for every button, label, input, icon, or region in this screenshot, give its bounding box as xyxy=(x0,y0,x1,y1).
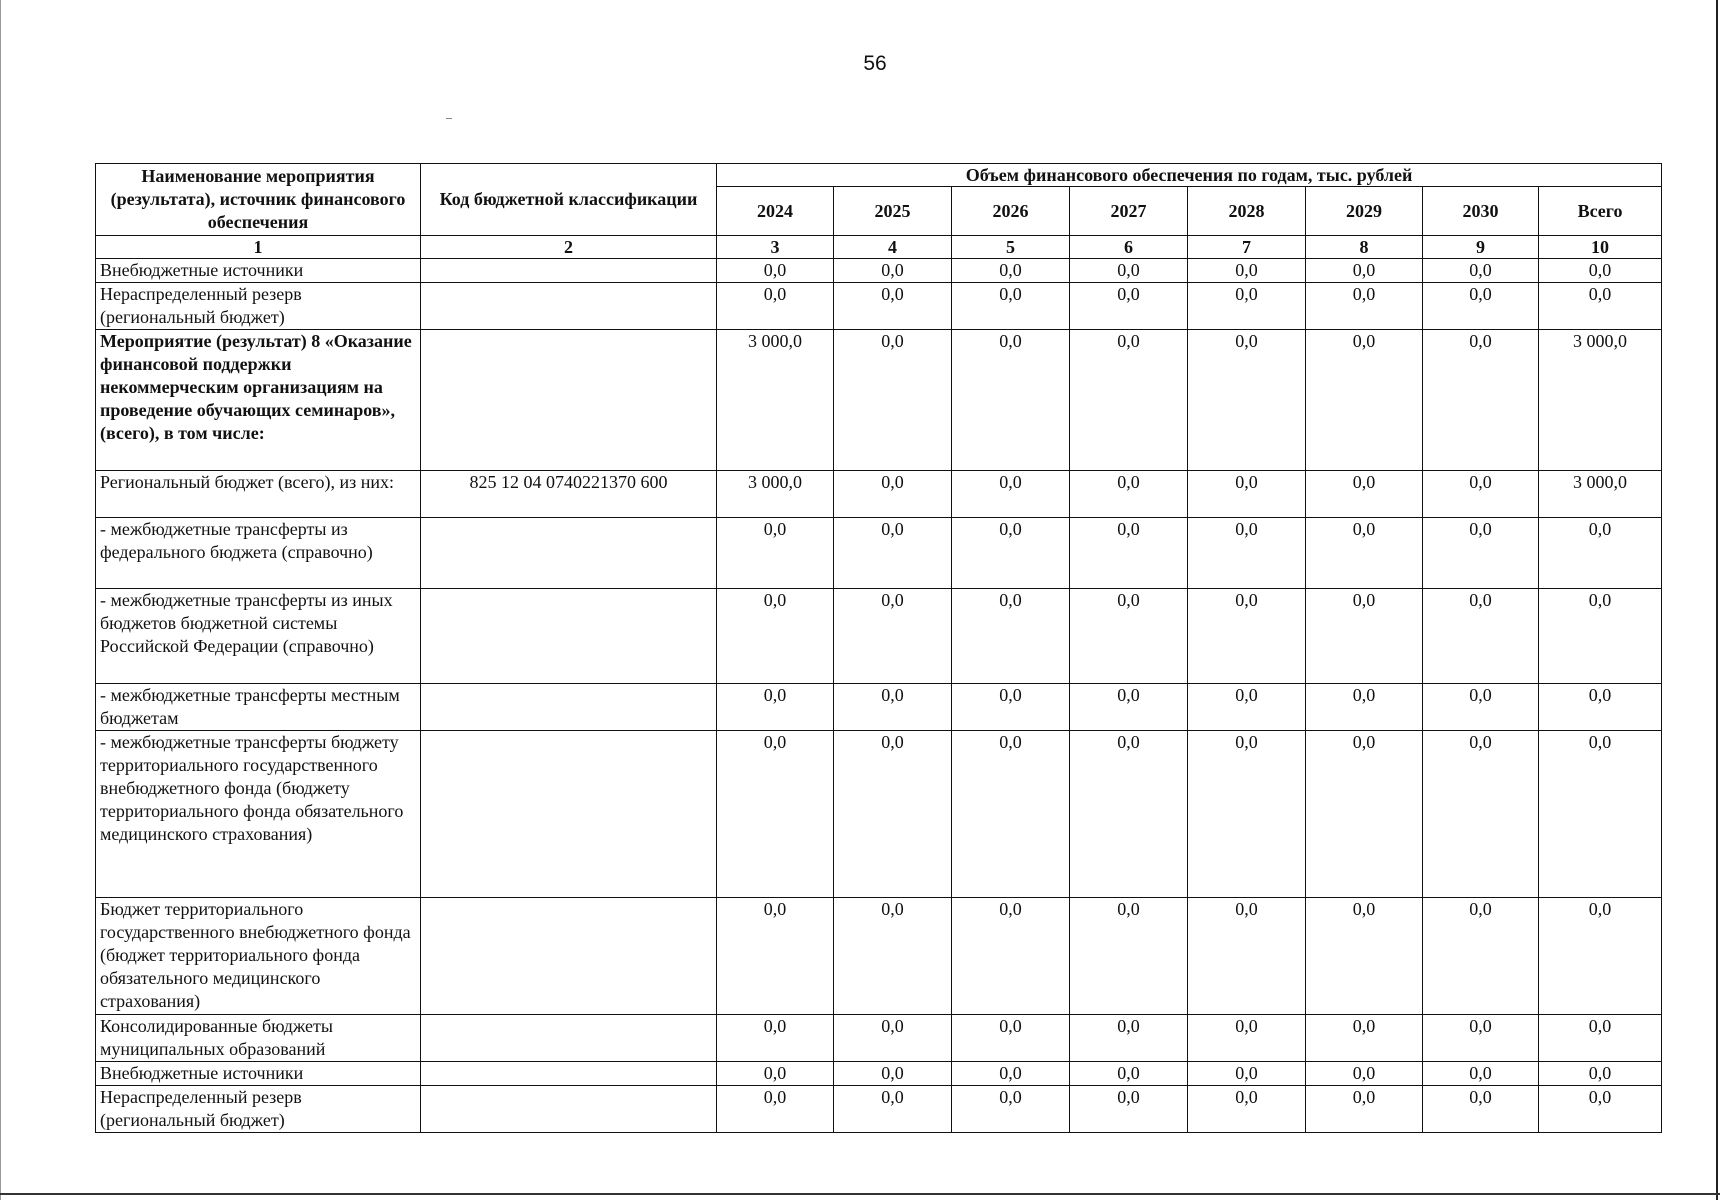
cell-2024: 0,0 xyxy=(717,589,834,684)
cell-2024: 0,0 xyxy=(717,1015,834,1062)
row-name: Мероприятие (результат) 8 «Оказание финансовой поддержки некоммерческим организациям на проведение обучающих семинаров», (всего), в том числе: xyxy=(96,330,421,471)
column-number: 7 xyxy=(1188,236,1306,259)
cell-2024: 0,0 xyxy=(717,518,834,589)
cell-2029: 0,0 xyxy=(1306,684,1423,731)
row-code xyxy=(421,1086,717,1133)
cell-2025: 0,0 xyxy=(834,731,952,898)
row-code xyxy=(421,259,717,283)
cell-2029: 0,0 xyxy=(1306,898,1423,1015)
row-code xyxy=(421,731,717,898)
cell-2030: 0,0 xyxy=(1423,1062,1539,1086)
financing-table xyxy=(95,163,1662,1133)
cell-2026: 0,0 xyxy=(952,589,1070,684)
cell-total: 0,0 xyxy=(1539,259,1662,283)
cell-2026: 0,0 xyxy=(952,731,1070,898)
cell-2025: 0,0 xyxy=(834,330,952,471)
cell-2027: 0,0 xyxy=(1070,330,1188,471)
cell-2027: 0,0 xyxy=(1070,471,1188,518)
cell-2029: 0,0 xyxy=(1306,1086,1423,1133)
cell-2029: 0,0 xyxy=(1306,471,1423,518)
scan-edge-bottom xyxy=(0,1193,1720,1195)
cell-2028: 0,0 xyxy=(1188,1062,1306,1086)
cell-2026: 0,0 xyxy=(952,259,1070,283)
cell-2028: 0,0 xyxy=(1188,898,1306,1015)
cell-2029: 0,0 xyxy=(1306,518,1423,589)
header-year-2027: 2027 xyxy=(1070,187,1188,236)
row-code xyxy=(421,1015,717,1062)
cell-2027: 0,0 xyxy=(1070,684,1188,731)
cell-2029: 0,0 xyxy=(1306,731,1423,898)
cell-2030: 0,0 xyxy=(1423,684,1539,731)
row-code xyxy=(421,898,717,1015)
cell-2027: 0,0 xyxy=(1070,518,1188,589)
cell-2030: 0,0 xyxy=(1423,518,1539,589)
row-name: Консолидированные бюджеты муниципальных образований xyxy=(96,1015,421,1062)
cell-2025: 0,0 xyxy=(834,898,952,1015)
header-year-2024: 2024 xyxy=(717,187,834,236)
cell-2028: 0,0 xyxy=(1188,684,1306,731)
table-row xyxy=(96,518,1662,589)
cell-2024: 0,0 xyxy=(717,259,834,283)
row-name: - межбюджетные трансферты из федерального бюджета (справочно) xyxy=(96,518,421,589)
cell-total: 0,0 xyxy=(1539,1086,1662,1133)
cell-2025: 0,0 xyxy=(834,1086,952,1133)
table-row xyxy=(96,330,1662,471)
cell-2030: 0,0 xyxy=(1423,283,1539,330)
cell-2028: 0,0 xyxy=(1188,1015,1306,1062)
cell-2025: 0,0 xyxy=(834,684,952,731)
cell-total: 0,0 xyxy=(1539,684,1662,731)
cell-2025: 0,0 xyxy=(834,1015,952,1062)
table-body xyxy=(96,236,1662,1133)
column-number: 8 xyxy=(1306,236,1423,259)
table-row xyxy=(96,1015,1662,1062)
table-row xyxy=(96,731,1662,898)
header-total: Всего xyxy=(1539,187,1662,236)
cell-2027: 0,0 xyxy=(1070,898,1188,1015)
cell-2028: 0,0 xyxy=(1188,589,1306,684)
header-year-2025: 2025 xyxy=(834,187,952,236)
cell-2025: 0,0 xyxy=(834,471,952,518)
cell-2027: 0,0 xyxy=(1070,1062,1188,1086)
cell-2028: 0,0 xyxy=(1188,259,1306,283)
cell-2025: 0,0 xyxy=(834,589,952,684)
cell-2030: 0,0 xyxy=(1423,731,1539,898)
cell-2029: 0,0 xyxy=(1306,330,1423,471)
row-name: - межбюджетные трансферты местным бюджетам xyxy=(96,684,421,731)
scan-edge-left xyxy=(0,0,1,1200)
row-name: Внебюджетные источники xyxy=(96,1062,421,1086)
cell-total: 3 000,0 xyxy=(1539,471,1662,518)
row-name: Внебюджетные источники xyxy=(96,259,421,283)
cell-2030: 0,0 xyxy=(1423,589,1539,684)
cell-2027: 0,0 xyxy=(1070,1015,1188,1062)
cell-2024: 3 000,0 xyxy=(717,471,834,518)
table-row xyxy=(96,1062,1662,1086)
cell-2030: 0,0 xyxy=(1423,1086,1539,1133)
cell-2030: 0,0 xyxy=(1423,330,1539,471)
row-name: Нераспределенный резерв (региональный бюджет) xyxy=(96,1086,421,1133)
header-name: Наименование мероприятия (результата), источник финансового обеспечения xyxy=(96,164,421,236)
column-number: 6 xyxy=(1070,236,1188,259)
header-year-2026: 2026 xyxy=(952,187,1070,236)
cell-2028: 0,0 xyxy=(1188,731,1306,898)
cell-2024: 0,0 xyxy=(717,898,834,1015)
header-year-2029: 2029 xyxy=(1306,187,1423,236)
cell-total: 0,0 xyxy=(1539,518,1662,589)
cell-2029: 0,0 xyxy=(1306,259,1423,283)
table-row xyxy=(96,898,1662,1015)
cell-2026: 0,0 xyxy=(952,898,1070,1015)
header-year-2028: 2028 xyxy=(1188,187,1306,236)
cell-2026: 0,0 xyxy=(952,471,1070,518)
header-group: Объем финансового обеспечения по годам, тыс. рублей xyxy=(717,164,1662,187)
cell-2028: 0,0 xyxy=(1188,1086,1306,1133)
cell-2027: 0,0 xyxy=(1070,1086,1188,1133)
cell-2024: 0,0 xyxy=(717,283,834,330)
cell-total: 0,0 xyxy=(1539,1062,1662,1086)
column-number: 9 xyxy=(1423,236,1539,259)
cell-total: 0,0 xyxy=(1539,898,1662,1015)
cell-2028: 0,0 xyxy=(1188,518,1306,589)
cell-total: 0,0 xyxy=(1539,283,1662,330)
cell-2028: 0,0 xyxy=(1188,330,1306,471)
cell-2027: 0,0 xyxy=(1070,259,1188,283)
cell-total: 0,0 xyxy=(1539,1015,1662,1062)
cell-2026: 0,0 xyxy=(952,1086,1070,1133)
cell-2026: 0,0 xyxy=(952,684,1070,731)
table-row xyxy=(96,283,1662,330)
row-name: - межбюджетные трансферты из иных бюджетов бюджетной системы Российской Федерации (справочно) xyxy=(96,589,421,684)
cell-2024: 0,0 xyxy=(717,731,834,898)
column-number: 10 xyxy=(1539,236,1662,259)
cell-2026: 0,0 xyxy=(952,518,1070,589)
column-number: 4 xyxy=(834,236,952,259)
cell-2024: 0,0 xyxy=(717,1086,834,1133)
cell-2027: 0,0 xyxy=(1070,731,1188,898)
cell-2026: 0,0 xyxy=(952,330,1070,471)
row-code xyxy=(421,684,717,731)
cell-2026: 0,0 xyxy=(952,1015,1070,1062)
cell-2030: 0,0 xyxy=(1423,259,1539,283)
cell-2025: 0,0 xyxy=(834,259,952,283)
row-code xyxy=(421,330,717,471)
cell-2026: 0,0 xyxy=(952,1062,1070,1086)
table-row xyxy=(96,259,1662,283)
cell-2025: 0,0 xyxy=(834,283,952,330)
row-code xyxy=(421,1062,717,1086)
table-row xyxy=(96,684,1662,731)
cell-2030: 0,0 xyxy=(1423,898,1539,1015)
cell-2030: 0,0 xyxy=(1423,1015,1539,1062)
scan-speck xyxy=(446,118,452,119)
cell-2025: 0,0 xyxy=(834,518,952,589)
cell-total: 0,0 xyxy=(1539,731,1662,898)
header-code: Код бюджетной классификации xyxy=(421,164,717,236)
column-number: 1 xyxy=(96,236,421,259)
table-header xyxy=(96,164,1662,236)
cell-2029: 0,0 xyxy=(1306,589,1423,684)
cell-2030: 0,0 xyxy=(1423,471,1539,518)
column-number: 2 xyxy=(421,236,717,259)
row-code xyxy=(421,283,717,330)
cell-2024: 0,0 xyxy=(717,1062,834,1086)
cell-2029: 0,0 xyxy=(1306,283,1423,330)
row-name: Бюджет территориального государственного внебюджетного фонда (бюджет территориального фонда обязательного медицинского страхования) xyxy=(96,898,421,1015)
cell-2029: 0,0 xyxy=(1306,1015,1423,1062)
cell-2026: 0,0 xyxy=(952,283,1070,330)
header-row-1 xyxy=(96,164,1662,187)
row-name: - межбюджетные трансферты бюджету территориального государственного внебюджетного фонда (бюджету территориального фонда обязательного медицинского страхования) xyxy=(96,731,421,898)
cell-total: 3 000,0 xyxy=(1539,330,1662,471)
cell-2028: 0,0 xyxy=(1188,283,1306,330)
table-row xyxy=(96,589,1662,684)
cell-2025: 0,0 xyxy=(834,1062,952,1086)
row-name: Региональный бюджет (всего), из них: xyxy=(96,471,421,518)
page-number: 56 xyxy=(863,52,887,75)
cell-total: 0,0 xyxy=(1539,589,1662,684)
cell-2027: 0,0 xyxy=(1070,589,1188,684)
cell-2029: 0,0 xyxy=(1306,1062,1423,1086)
cell-2024: 0,0 xyxy=(717,684,834,731)
column-numbers-row xyxy=(96,236,1662,259)
row-code xyxy=(421,589,717,684)
row-name: Нераспределенный резерв (региональный бюджет) xyxy=(96,283,421,330)
column-number: 5 xyxy=(952,236,1070,259)
header-year-2030: 2030 xyxy=(1423,187,1539,236)
cell-2028: 0,0 xyxy=(1188,471,1306,518)
table-row xyxy=(96,1086,1662,1133)
cell-2024: 3 000,0 xyxy=(717,330,834,471)
column-number: 3 xyxy=(717,236,834,259)
table-row xyxy=(96,471,1662,518)
cell-2027: 0,0 xyxy=(1070,283,1188,330)
scan-edge-right xyxy=(1716,0,1718,1200)
row-code: 825 12 04 0740221370 600 xyxy=(421,471,717,518)
row-code xyxy=(421,518,717,589)
